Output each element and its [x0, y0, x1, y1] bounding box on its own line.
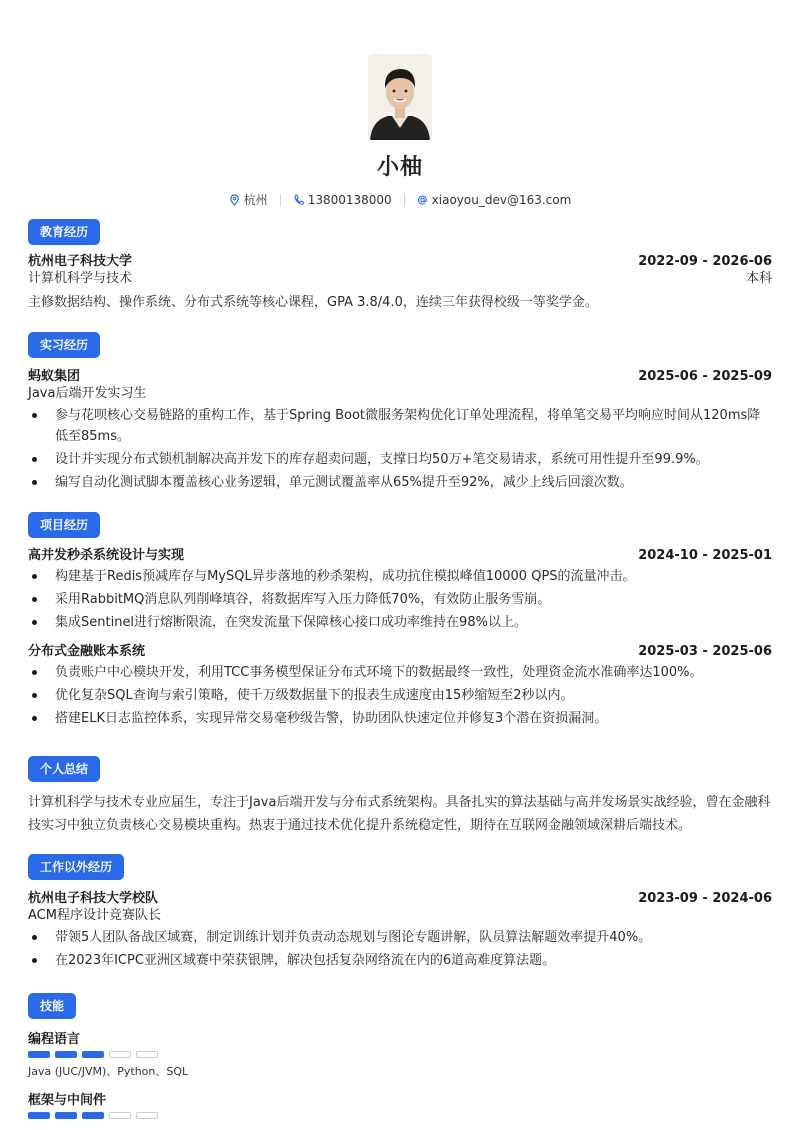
skill-bar-empty: [109, 1112, 131, 1119]
degree-text: 本科: [745, 271, 772, 286]
extra-role-row: [28, 907, 772, 924]
company-name: 蚂蚁集团: [28, 369, 81, 384]
education-header-row: [28, 253, 772, 270]
extra-bullets: [28, 927, 772, 971]
candidate-name: 小柚: [376, 155, 423, 180]
projects-heading: 项目经历: [28, 512, 100, 538]
major-text: 计算机科学与技术: [28, 271, 133, 286]
skill-title: 框架与中间件: [28, 1093, 107, 1108]
location-pin-icon: [229, 194, 240, 206]
skill-level-bars: [28, 1112, 772, 1119]
extra-role: ACM程序设计竞赛队长: [28, 908, 161, 923]
education-description: 主修数据结构、操作系统、分布式系统等核心课程，GPA 3.8/4.0，连续三年获得校级一等奖学金。: [28, 295, 598, 310]
internship-role: Java后端开发实习生: [28, 386, 147, 401]
project-header-row: [28, 643, 772, 660]
school-name: 杭州电子科技大学: [28, 254, 133, 269]
project-bullets: [28, 662, 772, 729]
skill-title: 编程语言: [28, 1032, 81, 1047]
skill-item: [28, 1028, 772, 1079]
skill-bar-filled: [82, 1051, 104, 1058]
project-date: 2024-10 - 2025-01: [638, 548, 772, 563]
skill-bar-empty: [136, 1051, 158, 1058]
org-name: 杭州电子科技大学校队: [28, 891, 159, 906]
skill-bar-empty: [136, 1112, 158, 1119]
skill-item: [28, 1089, 772, 1119]
skills-heading: 技能: [28, 993, 76, 1019]
profile-photo: [368, 54, 432, 140]
contact-location: [229, 191, 268, 208]
skill-bar-filled: [28, 1051, 50, 1058]
project-date: 2025-03 - 2025-06: [638, 644, 772, 659]
at-sign-icon: [417, 194, 428, 206]
list-item: 采用RabbitMQ消息队列削峰填谷，将数据库写入压力降低70%，有效防止服务雪崩。: [28, 589, 772, 610]
summary-section: [28, 756, 772, 837]
internship-role-row: [28, 385, 772, 402]
skills-section: [28, 993, 772, 1119]
list-item: 参与花呗核心交易链路的重构工作，基于Spring Boot微服务架构优化订单处理流程，将单笔交易平均响应时间从120ms降低至85ms。: [28, 405, 772, 447]
skill-level-bars: [28, 1051, 772, 1058]
education-section: [28, 219, 772, 314]
internship-heading: 实习经历: [28, 332, 100, 358]
summary-text: 计算机科学与技术专业应届生，专注于Java后端开发与分布式系统架构。具备扎实的算法基础与高并发场景实战经验，曾在金融科技实习中独立负责核心交易模块重构。热衷于通过技术优化提升系统稳定性，期待在互联网金融领域深耕后端技术。: [28, 795, 771, 833]
contact-divider: [280, 194, 281, 206]
list-item: 编写自动化测试脚本覆盖核心业务逻辑，单元测试覆盖率从65%提升至92%，减少上线后回滚次数。: [28, 472, 772, 493]
skill-bar-filled: [55, 1112, 77, 1119]
internship-bullets: [28, 405, 772, 493]
skill-bar-filled: [28, 1112, 50, 1119]
list-item: 设计并实现分布式锁机制解决高并发下的库存超卖问题，支撑日均50万+笔交易请求，系统可用性提升至99.9%。: [28, 449, 772, 470]
extra-date: 2023-09 - 2024-06: [638, 891, 772, 906]
education-heading: 教育经历: [28, 219, 100, 245]
summary-heading: 个人总结: [28, 756, 100, 782]
portrait-image: [368, 54, 432, 140]
skill-bar-empty: [109, 1051, 131, 1058]
skill-bar-filled: [82, 1112, 104, 1119]
contact-divider: [404, 194, 405, 206]
list-item: 优化复杂SQL查询与索引策略，使千万级数据量下的报表生成速度由15秒缩短至2秒以内。: [28, 685, 772, 706]
city-text: 杭州: [243, 193, 268, 207]
list-item: 在2023年ICPC亚洲区域赛中荣获银牌，解决包括复杂网络流在内的6道高难度算法题。: [28, 950, 772, 971]
list-item: 构建基于Redis预减库存与MySQL异步落地的秒杀架构，成功抗住模拟峰值10000 QPS的流量冲击。: [28, 566, 772, 587]
skill-description: Java (JUC/JVM)、Python、SQL: [28, 1065, 189, 1078]
list-item: 搭建ELK日志监控体系，实现异常交易毫秒级告警，协助团队快速定位并修复3个潜在资损漏洞。: [28, 708, 772, 729]
list-item: 集成Sentinel进行熔断限流，在突发流量下保障核心接口成功率维持在98%以上。: [28, 612, 772, 633]
internship-header-row: [28, 368, 772, 385]
skill-bar-filled: [55, 1051, 77, 1058]
resume-header: [0, 0, 800, 208]
list-item: 带领5人团队备战区域赛，制定训练计划并负责动态规划与图论专题讲解，队员算法解题效率提升40%。: [28, 927, 772, 948]
contact-phone: [293, 193, 392, 207]
contact-email[interactable]: [417, 193, 572, 207]
email-text: xiaoyou_dev@163.com: [431, 192, 572, 207]
project-title: 高并发秒杀系统设计与实现: [28, 548, 185, 563]
phone-icon: [293, 194, 304, 206]
internship-section: [28, 332, 772, 495]
project-bullets: [28, 566, 772, 633]
education-date: 2022-09 - 2026-06: [638, 254, 772, 269]
extra-section: [28, 854, 772, 973]
education-subrow: [28, 270, 772, 287]
projects-section: [28, 512, 772, 731]
contact-row: [0, 191, 800, 208]
project-header-row: [28, 547, 772, 564]
list-item: 负责账户中心模块开发，利用TCC事务模型保证分布式环境下的数据最终一致性，处理资金流水准确率达100%。: [28, 662, 772, 683]
internship-date: 2025-06 - 2025-09: [638, 369, 772, 384]
phone-text: 13800138000: [307, 192, 392, 207]
extra-heading: 工作以外经历: [28, 854, 124, 880]
project-title: 分布式金融账本系统: [28, 644, 146, 659]
extra-header-row: [28, 890, 772, 907]
